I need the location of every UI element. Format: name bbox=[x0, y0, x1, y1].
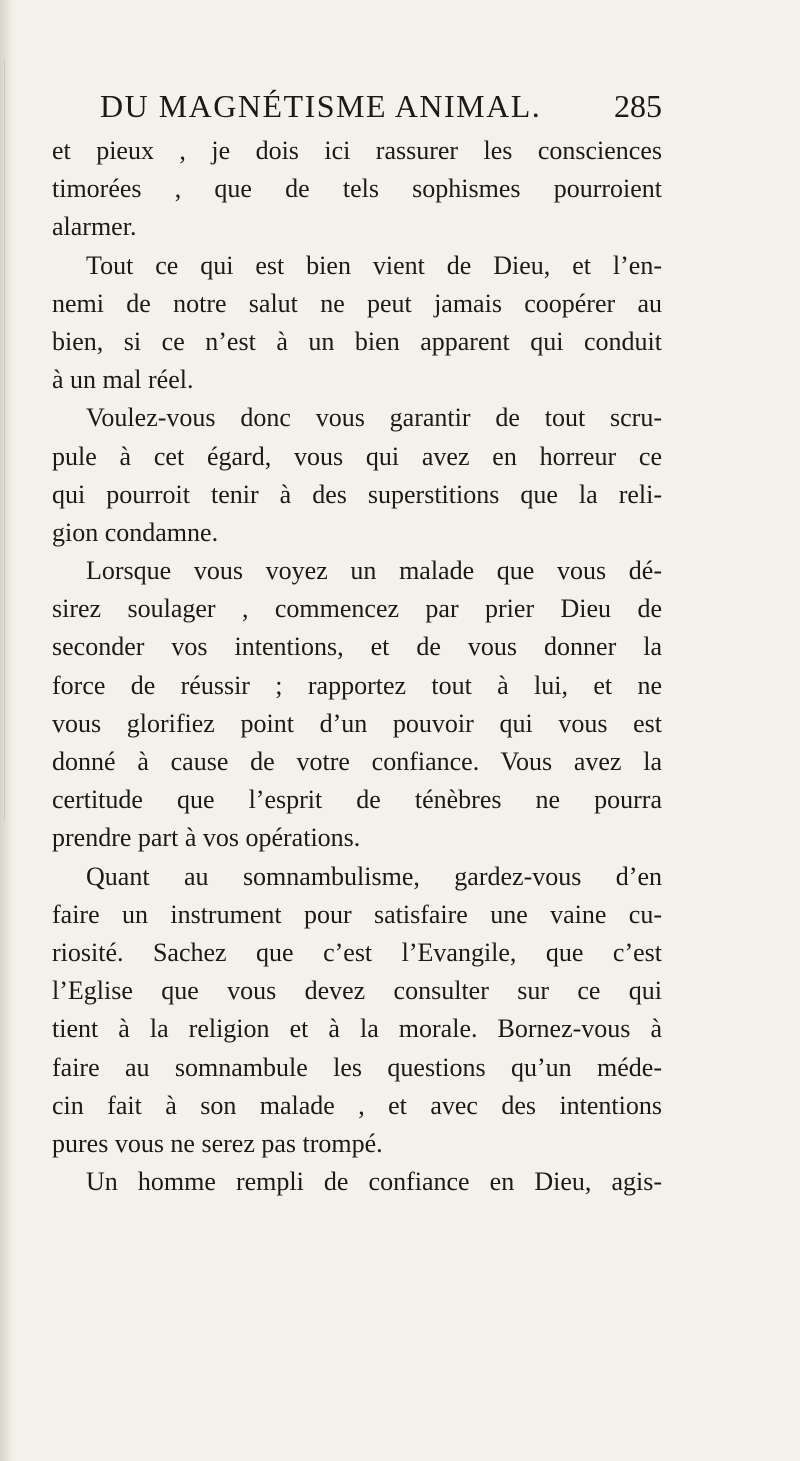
running-head-title: DU MAGNÉTISME ANIMAL. bbox=[100, 88, 542, 124]
page-edge-line bbox=[4, 60, 5, 820]
paragraph-first-line: Quant au somnambulisme, gardez-vous d’en bbox=[86, 861, 662, 891]
text-line: pures vous ne serez pas trompé. bbox=[52, 1128, 383, 1158]
text-line: riosité. Sachez que c’est l’Evangile, que c’est bbox=[52, 937, 662, 967]
paragraph-first-line: Voulez-vous donc vous garantir de tout scru- bbox=[86, 403, 662, 433]
paragraph-first-line: Lorsque vous voyez un malade que vous dé- bbox=[86, 556, 662, 586]
text-line: tient à la religion et à la morale. Bornez-vous à bbox=[52, 1014, 662, 1044]
page-number: 285 bbox=[614, 88, 662, 124]
paragraph-first-line: Tout ce qui est bien vient de Dieu, et l’en- bbox=[86, 250, 662, 280]
text-line: sirez soulager , commencez par prier Dieu de bbox=[52, 594, 662, 624]
text-line: gion condamne. bbox=[52, 517, 219, 547]
body-text bbox=[52, 132, 662, 1201]
text-line: timorées , que de tels sophismes pourroient bbox=[52, 174, 662, 204]
text-line: à un mal réel. bbox=[52, 365, 194, 395]
text-line: vous glorifiez point d’un pouvoir qui vous est bbox=[52, 708, 662, 738]
page-gutter-shadow bbox=[0, 0, 14, 1461]
paragraph-first-line: Un homme rempli de confiance en Dieu, agis- bbox=[86, 1167, 662, 1197]
text-line: alarmer. bbox=[52, 212, 137, 242]
text-line: bien, si ce n’est à un bien apparent qui conduit bbox=[52, 326, 662, 356]
text-line: seconder vos intentions, et de vous donner la bbox=[52, 632, 662, 662]
text-line: faire un instrument pour satisfaire une vaine cu- bbox=[52, 899, 662, 929]
text-line: prendre part à vos opérations. bbox=[52, 823, 361, 853]
text-line: force de réussir ; rapportez tout à lui, et ne bbox=[52, 670, 662, 700]
text-line: pule à cet égard, vous qui avez en horreur ce bbox=[52, 441, 662, 471]
text-line: qui pourroit tenir à des superstitions que la reli- bbox=[52, 479, 662, 509]
text-line: nemi de notre salut ne peut jamais coopérer au bbox=[52, 288, 662, 318]
text-line: cin fait à son malade , et avec des intentions bbox=[52, 1090, 662, 1120]
text-line: donné à cause de votre confiance. Vous avez la bbox=[52, 747, 662, 776]
text-line: certitude que l’esprit de ténèbres ne pourra bbox=[52, 785, 662, 815]
text-line: l’Eglise que vous devez consulter sur ce qui bbox=[52, 976, 662, 1006]
text-line: et pieux , je dois ici rassurer les consciences bbox=[52, 136, 662, 165]
text-line: faire au somnambule les questions qu’un méde- bbox=[52, 1052, 662, 1082]
